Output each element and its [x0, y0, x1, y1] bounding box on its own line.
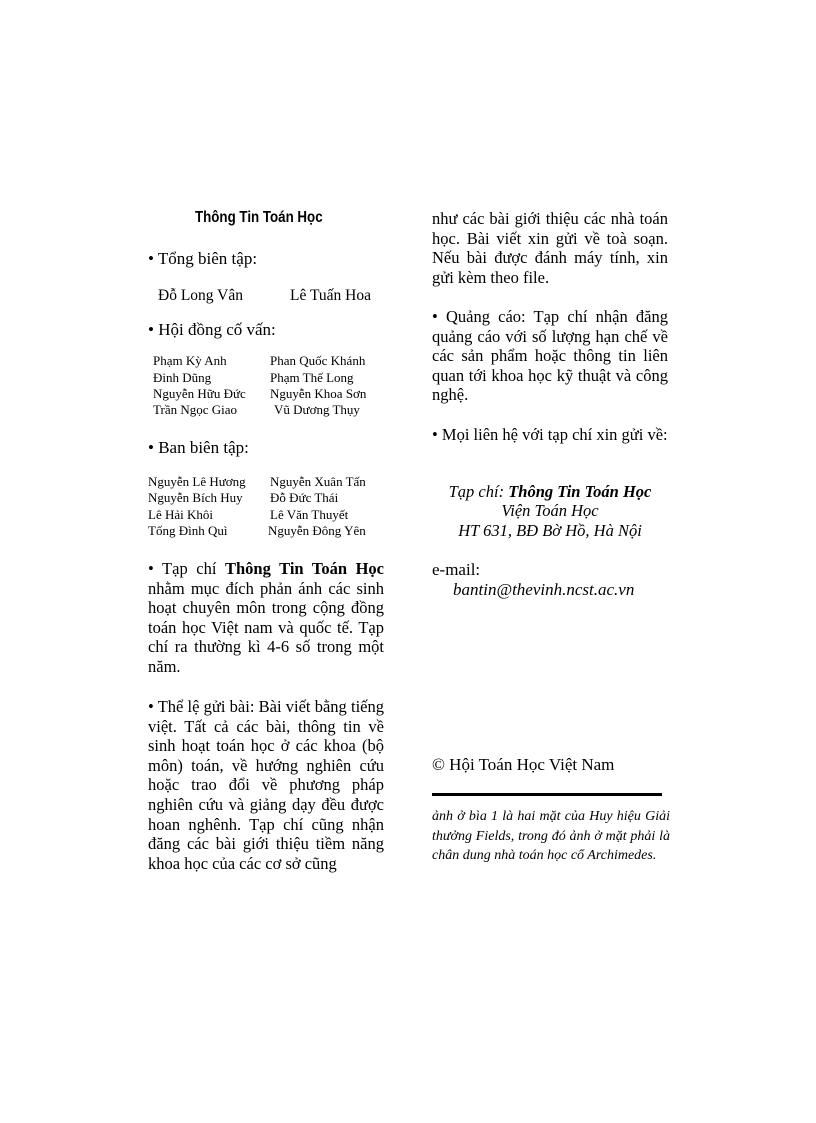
editorial-member: Lê Hải Khôi: [148, 507, 213, 522]
editorial-member: Nguyễn Đông Yên: [268, 523, 366, 538]
contact-address: HT 631, BĐ Bờ Hồ, Hà Nội: [458, 521, 642, 540]
advertising-paragraph: • Quảng cáo: Tạp chí nhận đăng quảng cáo với số lượng hạn chế về các sản phẩm hoặc thông tin liên quan tới khoa học kỹ thuật và công nghệ.: [432, 307, 668, 405]
editorial-member: Lê Văn Thuyết: [270, 507, 349, 522]
editorial-member: Tống Đình Quì: [148, 523, 228, 538]
advisory-member: Phan Quốc Khánh: [270, 353, 366, 368]
editor-in-chief-name: Đỗ Long Vân: [158, 287, 243, 304]
submission-paragraph: • Thể lệ gửi bài: Bài viết bằng tiếng việt. Tất cả các bài, thông tin về sinh hoạt toán học ở các khoa (bộ môn) toán, về hướng nghiên cứu hoặc trao đổi về phương pháp nghiên cứu và giảng dạy đều được hoan nghênh. Tạp chí cũng nhận đăng các bài giới thiệu tiềm năng khoa học của các cơ sở cũng: [148, 697, 384, 873]
divider: [432, 793, 662, 796]
advisory-member: Trần Ngọc Giao: [153, 402, 238, 417]
editor-in-chief-name: Lê Tuấn Hoa: [290, 287, 371, 304]
editorial-member: Đỗ Đức Thái: [270, 490, 339, 505]
advisory-member: Vũ Dương Thụy: [274, 402, 360, 417]
magazine-title: Thông Tin Toán Học: [195, 209, 323, 226]
email-address: bantin@thevinh.ncst.ac.vn: [453, 580, 635, 599]
copyright-notice: © Hội Toán Học Việt Nam: [432, 755, 615, 774]
submission-paragraph-continued: như các bài giới thiệu các nhà toán học. Bài viết xin gửi về toà soạn. Nếu bài được đánh máy tính, xin gửi kèm theo file.: [432, 209, 668, 287]
purpose-paragraph: • Tạp chí Thông Tin Toán Học nhằm mục đích phản ánh các sinh hoạt chuyên môn trong cộng đồng toán học Việt nam và quốc tế. Tạp chí ra thường kì 4-6 số trong một năm.: [148, 559, 384, 676]
contact-journal-name: Thông Tin Toán Học: [508, 482, 652, 501]
advisory-board-label: • Hội đồng cố vấn:: [148, 320, 276, 339]
contact-journal: Tạp chí: Thông Tin Toán Học: [448, 482, 652, 501]
advisory-member: Phạm Thế Long: [270, 370, 354, 385]
editorial-member: Nguyễn Lê Hương: [148, 474, 246, 489]
purpose-magazine-name: Thông Tin Toán Học: [224, 559, 384, 578]
contact-institute: Viện Toán Học: [501, 501, 599, 520]
advisory-member: Phạm Kỳ Anh: [153, 353, 227, 368]
editorial-board-label: • Ban biên tập:: [148, 438, 249, 457]
contact-paragraph: • Mọi liên hệ với tạp chí xin gửi về:: [432, 425, 668, 444]
editorial-member: Nguyễn Xuân Tấn: [270, 474, 366, 489]
editorial-member: Nguyễn Bích Huy: [148, 490, 243, 505]
cover-caption: ảnh ở bìa 1 là hai mặt của Huy hiệu Giải thưởng Fields, trong đó ảnh ở mặt phải là chân dung nhà toán học cổ Archimedes.: [432, 809, 670, 863]
email-label: e-mail:: [432, 560, 481, 579]
advisory-member: Đinh Dũng: [153, 370, 212, 385]
advisory-member: Nguyễn Hữu Đức: [153, 386, 246, 401]
editor-in-chief-label: • Tổng biên tập:: [148, 249, 258, 268]
advisory-member: Nguyễn Khoa Sơn: [270, 386, 367, 401]
